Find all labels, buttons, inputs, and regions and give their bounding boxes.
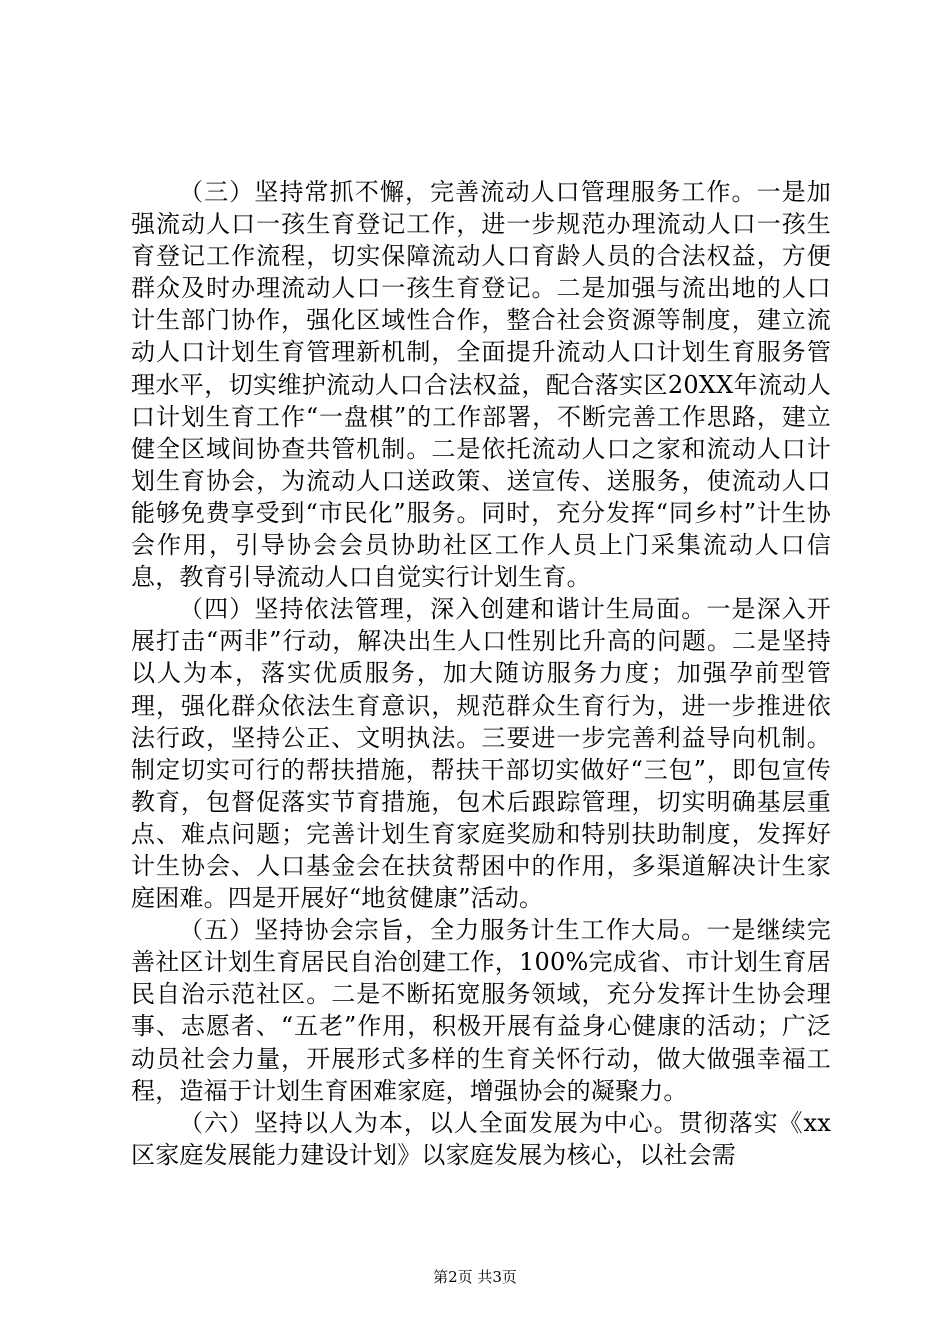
paragraph-section-3: （三）坚持常抓不懈，完善流动人口管理服务工作。一是加强流动人口一孩生育登记工作，进一步规范办理流动人口一孩生育登记工作流程，切实保障流动人口育龄人员的合法权益，方便群众及时办理流动人口一孩生育登记。二是加强与流出地的人口计生部门协作，强化区域性合作，整合社会资源等制度，建立流动人口计划生育管理新机制，全面提升流动人口计划生育服务管理水平，切实维护流动人口合法权益，配合落实区20XX年流动人口计划生育工作“一盘棋”的工作部署，不断完善工作思路，建立健全区域间协查共管机制。二是依托流动人口之家和流动人口计划生育协会，为流动人口送政策、送宣传、送服务，使流动人口能够免费享受到“市民化”服务。同时，充分发挥“同乡村”计生协会作用，引导协会会员协助社区工作人员上门采集流动人口信息，教育引导流动人口自觉实行计划生育。: [131, 178, 831, 592]
paragraph-section-6: （六）坚持以人为本，以人全面发展为中心。贯彻落实《xx区家庭发展能力建设计划》以家庭发展为核心，以社会需: [131, 1108, 831, 1169]
paragraph-section-4: （四）坚持依法管理，深入创建和谐计生局面。一是深入开展打击“两非”行动，解决出生人口性别比升高的问题。二是坚持以人为本，落实优质服务，加大随访服务力度；加强孕前型管理，强化群众依法生育意识，规范群众生育行为，进一步推进依法行政，坚持公正、文明执法。三要进一步完善利益导向机制。制定切实可行的帮扶措施，帮扶干部切实做好“三包”，即包宣传教育，包督促落实节育措施，包术后跟踪管理，切实明确基层重点、难点问题；完善计划生育家庭奖励和特别扶助制度，发挥好计生协会、人口基金会在扶贫帮困中的作用，多渠道解决计生家庭困难。四是开展好“地贫健康”活动。: [131, 595, 831, 913]
page-number-label: 第2页 共3页: [433, 1268, 517, 1286]
document-body: [131, 176, 831, 1171]
paragraph-section-5: （五）坚持协会宗旨，全力服务计生工作大局。一是继续完善社区计划生育居民自治创建工作，100%完成省、市计划生育居民自治示范社区。二是不断拓宽服务领域，充分发挥计生协会理事、志愿者、“五老”作用，积极开展有益身心健康的活动；广泛动员社会力量，开展形式多样的生育关怀行动，做大做强幸福工程，造福于计划生育困难家庭，增强协会的凝聚力。: [131, 916, 831, 1105]
page-footer: [0, 1266, 950, 1287]
